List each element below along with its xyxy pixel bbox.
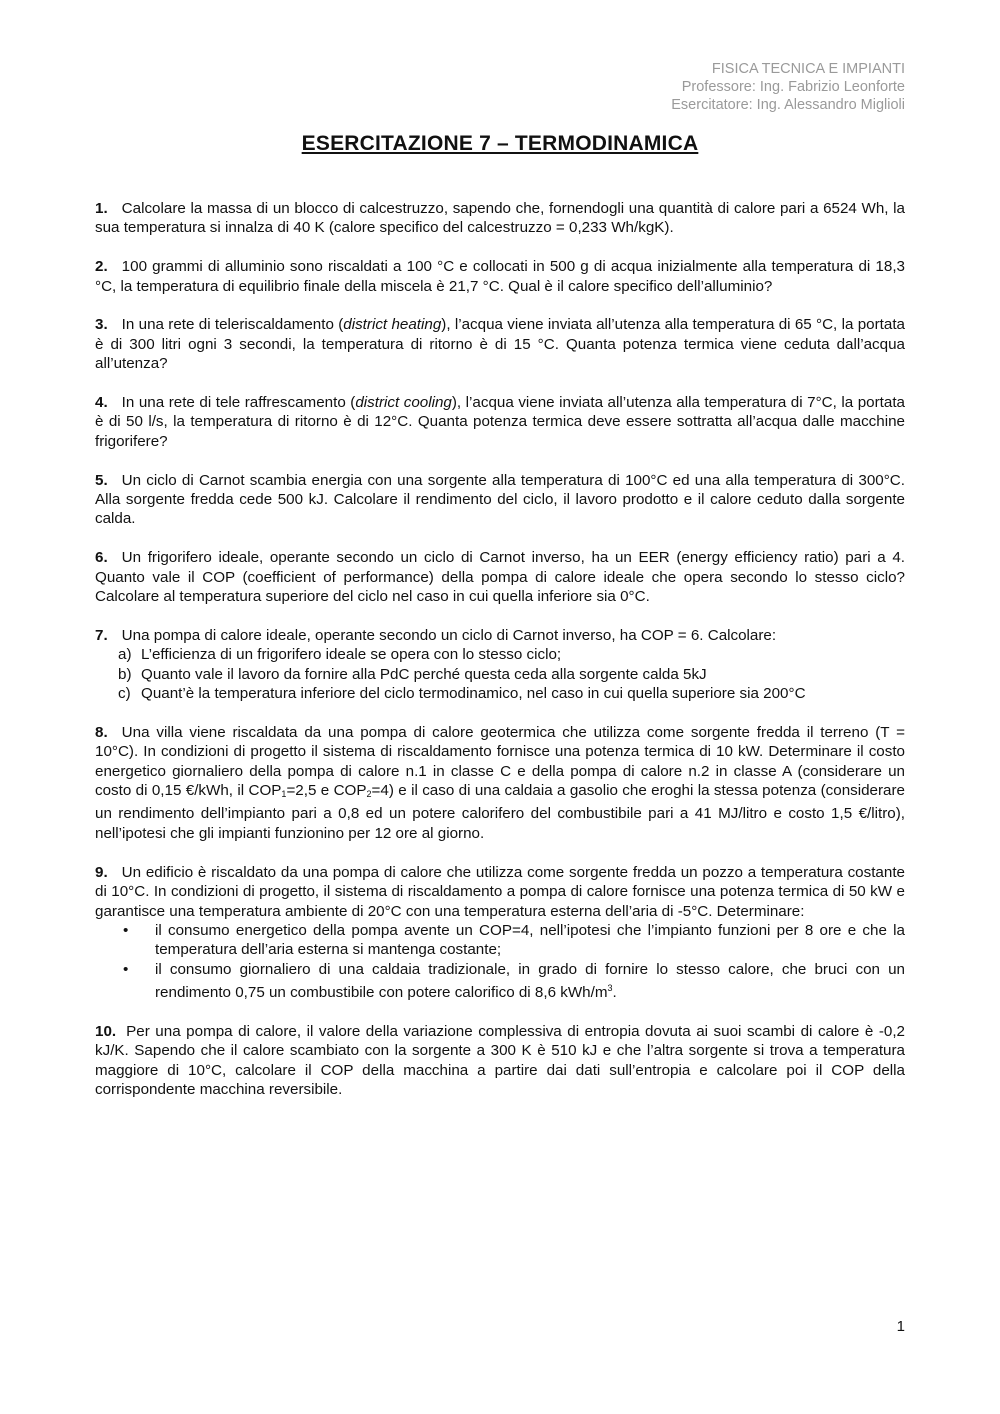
page-number: 1: [896, 1318, 905, 1335]
sub-question-label: a): [118, 646, 132, 664]
exercise-text: Per una pompa di calore, il valore della variazione complessiva di entropia dovuta ai suoi scambi di calore è -0,2 kJ/K. Sapendo che il calore scambiato con la sorgente a 300 K è 510 kJ e che l’altra sorgente si trova a temperatura maggiore di 10°C, calcolare il COP della macchina a partire dai dati sull’entropia e calcolare poi il COP della corrispondente macchina reversibile.: [95, 1022, 905, 1099]
exercise-number: 2.: [95, 258, 108, 276]
subscript: 1: [281, 789, 287, 800]
exercise-number: 6.: [95, 549, 108, 567]
sub-question: [118, 645, 905, 664]
sub-question: [118, 684, 905, 703]
exercise-italic-term: district cooling: [355, 394, 452, 412]
bullet-item: [95, 921, 905, 960]
exercise-5: [95, 471, 905, 529]
exercise-number: 10.: [95, 1022, 117, 1040]
exercise-text: In una rete di teleriscaldamento (: [121, 316, 344, 334]
sub-question-label: b): [118, 665, 132, 683]
exercise-text: 100 grammi di alluminio sono riscaldati a 100 °C e collocati in 500 g di acqua inizialmente alla temperatura di 18,3 °C, la temperatura di equilibrio finale della miscela è 21,7 °C. Qual è il calore specifico dell’alluminio?: [95, 258, 905, 295]
course-name: FISICA TECNICA E IMPIANTI: [711, 61, 905, 77]
sub-question-text: Quant’è la temperatura inferiore del ciclo termodinamico, nel caso in cui quella superiore sia 200°C: [141, 685, 806, 703]
exercise-text: Un edificio è riscaldato da una pompa di calore che utilizza come sorgente fredda un pozzo a temperatura costante di 10°C. In condizioni di progetto, il sistema di riscaldamento a pompa di calore fornisce una potenza termica di 50 kW e garantisce una temperatura ambiente di 20°C con una temperatura esterna dell’aria di -5°C. Determinare:: [95, 863, 905, 920]
professor-name: Professore: Ing. Fabrizio Leonforte: [681, 79, 905, 95]
sub-question: [118, 665, 905, 684]
page-title: ESERCITAZIONE 7 – TERMODINAMICA: [301, 132, 699, 155]
exercise-1: [95, 199, 905, 238]
exercise-text-cont: ), l’acqua viene inviata all’utenza alla temperatura di 65 °C, la portata è di 300 litri ogni 3 secondi, la temperatura di ritorno è di 15 °C. Quanta potenza termica viene ceduta dall’acqua all’utenza?: [95, 316, 905, 373]
exercise-text: In una rete di tele raffrescamento (: [121, 394, 356, 412]
sub-question-text: Quanto vale il lavoro da fornire alla PdC perché questa ceda alla sorgente calda 5kJ: [141, 665, 707, 683]
bullet-text: il consumo energetico della pompa avente un COP=4, nell’ipotesi che l’impianto funzioni per 8 ore e che la temperatura dell’aria esterna si mantenga costante;: [155, 921, 905, 959]
exercise-number: 9.: [95, 863, 108, 881]
document-header: [671, 60, 905, 114]
exercise-text-cont: ), l’acqua viene inviata all’utenza alla temperatura di 7°C, la portata è di 50 l/s, la temperatura di ritorno è di 12°C. Quanta potenza termica deve essere sottratta all’acqua dalle macchine frigorifere?: [95, 394, 905, 450]
exercise-8: [95, 723, 905, 843]
exercise-2: [95, 257, 905, 296]
exercise-text: Calcolare la massa di un blocco di calcestruzzo, sapendo che, fornendogli una quantità di calore pari a 6524 Wh, la sua temperatura si innalza di 40 K (calore specifico del calcestruzzo = 0,233 Wh/kgK).: [95, 200, 905, 237]
exercise-4: [95, 393, 905, 451]
bullet-icon: •: [123, 960, 129, 978]
exercise-6: [95, 548, 905, 606]
exercise-number: 4.: [95, 394, 108, 412]
exercise-italic-term: district heating: [343, 316, 442, 334]
bullet-list: [95, 921, 905, 1003]
bullet-item: [95, 960, 905, 1003]
exercise-text: Un ciclo di Carnot scambia energia con una sorgente alla temperatura di 100°C ed una alla temperatura di 300°C. Alla sorgente fredda cede 500 kJ. Calcolare il rendimento del ciclo, il lavoro prodotto e il calore ceduto dalla sorgente calda.: [95, 471, 905, 528]
exercise-number: 7.: [95, 626, 108, 644]
sub-question-label: c): [118, 685, 131, 703]
sub-question-text: L’efficienza di un frigorifero ideale se opera con lo stesso ciclo;: [141, 646, 562, 664]
bullet-text: il consumo giornaliero di una caldaia tradizionale, in grado di fornire lo stesso calore, che bruci con un rendimento 0,75 un combustibile con potere calorifico di 8,6 kWh/m: [155, 960, 905, 1002]
exercise-7: [95, 626, 905, 704]
exercise-text: Una pompa di calore ideale, operante secondo un ciclo di Carnot inverso, ha COP = 6. Calcolare:: [121, 626, 777, 644]
bullet-icon: •: [123, 921, 129, 939]
exercise-number: 3.: [95, 316, 108, 334]
exercise-number: 1.: [95, 200, 108, 217]
exercise-list: [95, 199, 905, 1119]
exercise-text-cont: =4) e il caso di una caldaia a gasolio che eroghi la stessa potenza (considerare un rendimento dell’impianto pari a 0,8 ed un potere calorifero del combustibile pari a 41 MJ/litro e costo 1,5 €/litro), nell’ipotesi che gli impianti funzionino per 12 ore al giorno.: [95, 782, 906, 842]
exercise-text-cont: =2,5 e COP: [286, 782, 367, 800]
bullet-text-end: .: [612, 984, 617, 1002]
superscript: 3: [607, 983, 613, 994]
subscript: 2: [366, 789, 372, 800]
exercise-9: [95, 863, 905, 1003]
exercise-3: [95, 315, 905, 373]
exercise-10: [95, 1022, 905, 1100]
exercise-text: Una villa viene riscaldata da una pompa di calore geotermica che utilizza come sorgente fredda il terreno (T = 10°C). In condizioni di progetto il sistema di riscaldamento fornisce una potenza termica di 10 kW. Determinare il costo energetico giornaliero della pompa di calore n.1 in classe C e della pompa di calore n.2 in classe A (considerare un costo di 0,15 €/kWh, il COP: [95, 723, 905, 800]
exercise-number: 5.: [95, 471, 108, 489]
exercise-number: 8.: [95, 723, 108, 741]
assistant-name: Esercitatore: Ing. Alessandro Miglioli: [671, 97, 905, 113]
sub-question-list: [118, 645, 905, 703]
exercise-text: Un frigorifero ideale, operante secondo un ciclo di Carnot inverso, ha un EER (energy efficiency ratio) pari a 4. Quanto vale il COP (coefficient of performance) della pompa di calore ideale che opera secondo lo stesso ciclo? Calcolare al temperatura superiore del ciclo nel caso in cui quella inferiore sia 0°C.: [95, 549, 905, 606]
